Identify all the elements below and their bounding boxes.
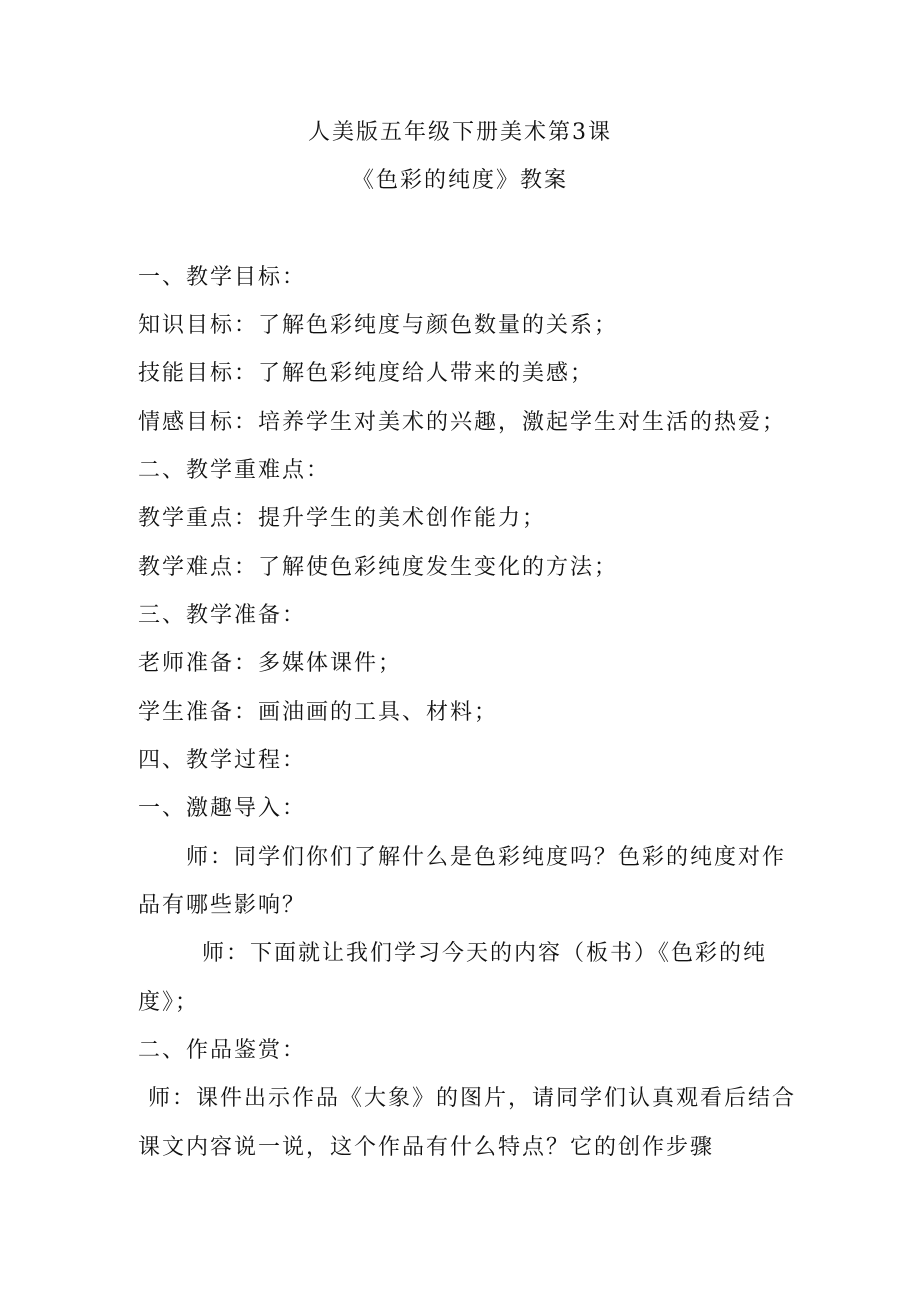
paragraph-line: 品有哪些影响？ bbox=[138, 893, 307, 918]
student-preparation: 学生准备：画油画的工具、材料； bbox=[138, 700, 499, 725]
section-heading-process: 四、教学过程： bbox=[138, 748, 307, 773]
paragraph-line: 课文内容说一说，这个作品有什么特点？它的创作步骤 bbox=[138, 1135, 715, 1160]
teaching-focus: 教学重点：提升学生的美术创作能力； bbox=[138, 506, 547, 531]
paragraph-line: 师：同学们你们了解什么是色彩纯度吗？色彩的纯度对作 bbox=[186, 845, 787, 870]
subsection-heading-appreciation: 二、作品鉴赏： bbox=[138, 1038, 307, 1063]
emotion-objective: 情感目标：培养学生对美术的兴趣，激起学生对生活的热爱； bbox=[138, 410, 787, 435]
teaching-difficulty: 教学难点：了解使色彩纯度发生变化的方法； bbox=[138, 555, 619, 580]
section-heading-key-points: 二、教学重难点： bbox=[138, 458, 331, 483]
subsection-heading-intro: 一、激趣导入： bbox=[138, 796, 307, 821]
section-heading-objectives: 一、教学目标： bbox=[138, 265, 307, 290]
paragraph-line: 度》； bbox=[138, 990, 200, 1015]
document-title: 人美版五年级下册美术第3课 bbox=[308, 120, 612, 145]
knowledge-objective: 知识目标：了解色彩纯度与颜色数量的关系； bbox=[138, 313, 619, 338]
paragraph-line: 师：课件出示作品《大象》的图片，请同学们认真观看后结合 bbox=[148, 1086, 797, 1111]
skill-objective: 技能目标：了解色彩纯度给人带来的美感； bbox=[138, 361, 595, 386]
teacher-preparation: 老师准备：多媒体课件； bbox=[138, 651, 403, 676]
section-heading-preparation: 三、教学准备： bbox=[138, 603, 307, 628]
paragraph-line: 师：下面就让我们学习今天的内容（板书）《色彩的纯 bbox=[202, 941, 768, 966]
document-subtitle: 《色彩的纯度》教案 bbox=[351, 168, 568, 193]
